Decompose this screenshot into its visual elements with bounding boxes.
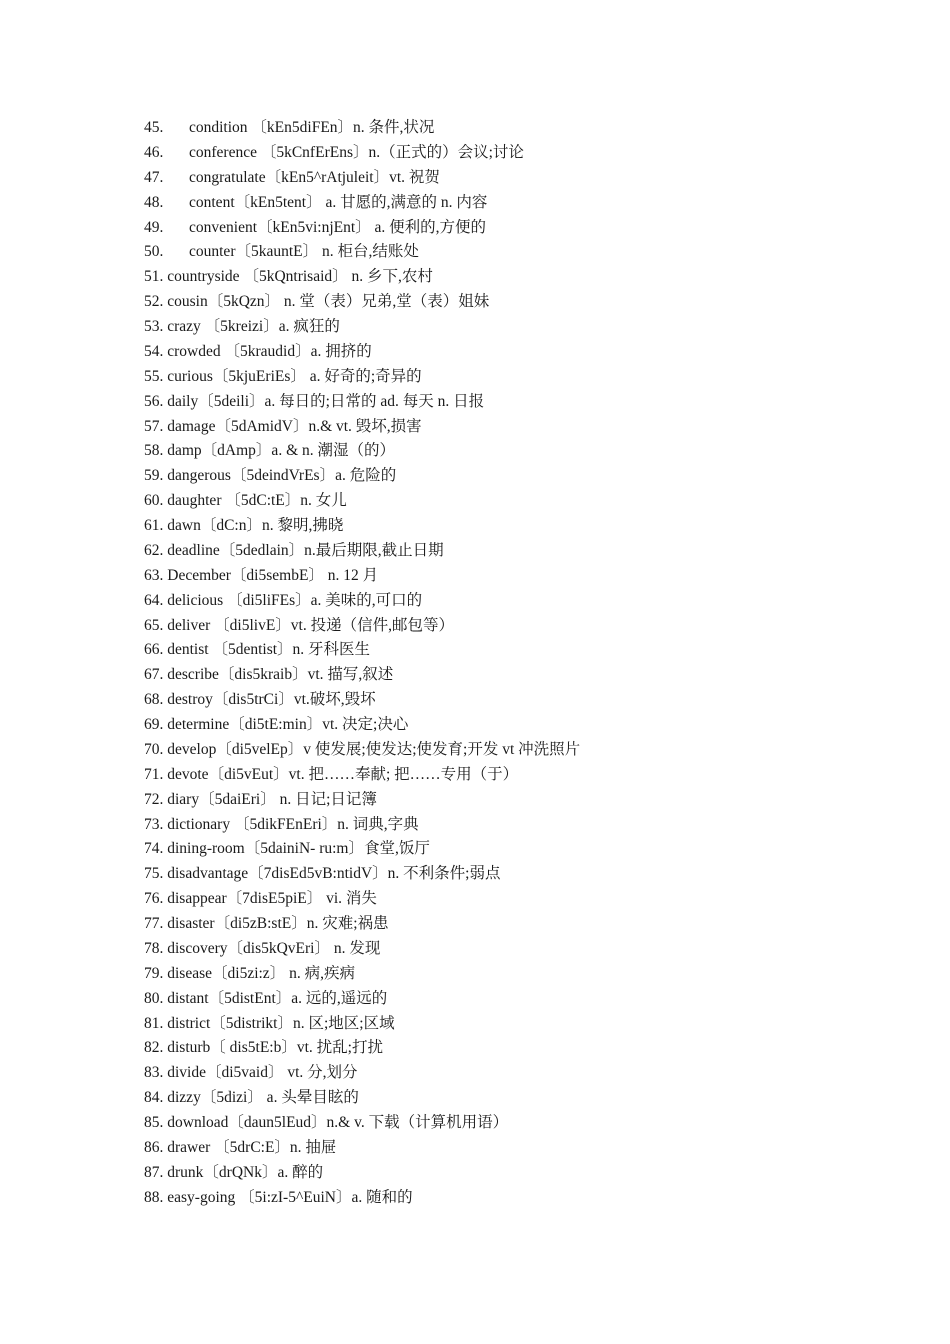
list-item <box>144 937 904 962</box>
entry-text: deadline〔5dedlain〕n.最后期限,截止日期 <box>167 541 444 559</box>
list-item <box>144 464 904 489</box>
list-item <box>144 1061 904 1086</box>
entry-number: 54. <box>144 342 164 360</box>
list-item <box>144 439 904 464</box>
list-item <box>144 1036 904 1061</box>
entry-text: disadvantage〔7disEd5vB:ntidV〕n. 不利条件;弱点 <box>167 865 501 883</box>
list-item <box>144 390 904 415</box>
entry-text: dizzy〔5dizi〕 a. 头晕目眩的 <box>167 1089 359 1107</box>
entry-number: 69. <box>144 716 164 733</box>
entry-text: determine〔di5tE:min〕vt. 决定;决心 <box>167 716 409 733</box>
entry-text: diary〔5daiEri〕 n. 日记;日记簿 <box>167 790 377 808</box>
list-item <box>144 290 904 315</box>
list-item <box>144 365 904 390</box>
entry-number: 49. <box>144 218 164 236</box>
entry-text: crazy 〔5kreizi〕a. 疯狂的 <box>167 318 340 335</box>
entry-text: district〔5distrikt〕n. 区;地区;区域 <box>167 1014 395 1032</box>
entry-text: convenient〔kEn5vi:njEnt〕 a. 便利的,方便的 <box>189 218 487 236</box>
entry-text: damage〔5dAmidV〕n.& vt. 毁坏,损害 <box>167 417 422 435</box>
list-item <box>144 1136 904 1161</box>
list-item <box>144 240 904 265</box>
entry-number: 52. <box>144 293 164 311</box>
entry-text: download〔daun5lEud〕n.& v. 下载（计算机用语） <box>167 1114 509 1131</box>
entry-text: delicious 〔di5liFEs〕a. 美味的,可口的 <box>167 591 423 609</box>
entry-text: cousin〔5kQzn〕 n. 堂（表）兄弟,堂（表）姐妹 <box>167 293 490 311</box>
list-item <box>144 862 904 887</box>
entry-text: deliver 〔di5livE〕vt. 投递（信件,邮包等） <box>167 616 454 634</box>
list-item <box>144 340 904 365</box>
list-item <box>144 987 904 1012</box>
entry-number: 82. <box>144 1039 164 1057</box>
entry-text: devote〔di5vEut〕vt. 把……奉献; 把……专用（于） <box>167 765 519 783</box>
entry-number: 74. <box>144 840 164 858</box>
entry-number: 85. <box>144 1114 164 1131</box>
entry-number: 46. <box>144 143 164 161</box>
entry-text: disturb〔 dis5tE:b〕vt. 扰乱;打扰 <box>167 1039 383 1057</box>
entry-number: 83. <box>144 1064 164 1082</box>
entry-text: daughter 〔5dC:tE〕n. 女儿 <box>167 492 347 510</box>
entry-text: conference 〔5kCnfErEns〕n.（正式的）会议;讨论 <box>189 143 524 161</box>
entry-text: dentist 〔5dentist〕n. 牙科医生 <box>167 641 371 659</box>
entry-number: 63. <box>144 566 164 584</box>
entry-number: 66. <box>144 641 164 659</box>
list-item <box>144 813 904 838</box>
entry-text: drawer 〔5drC:E〕n. 抽屉 <box>167 1138 337 1156</box>
list-item <box>144 564 904 589</box>
entry-number: 81. <box>144 1014 164 1032</box>
list-item <box>144 738 904 763</box>
entry-text: daily〔5deili〕a. 每日的;日常的 ad. 每天 n. 日报 <box>167 392 485 410</box>
list-item <box>144 315 904 340</box>
entry-text: divide〔di5vaid〕 vt. 分,划分 <box>167 1064 358 1082</box>
entry-number: 45. <box>144 119 164 136</box>
list-item <box>144 614 904 639</box>
entry-text: discovery〔dis5kQvEri〕 n. 发现 <box>167 939 381 957</box>
list-item <box>144 166 904 191</box>
entry-text: disease〔di5zi:z〕 n. 病,疾病 <box>167 964 355 982</box>
entry-text: condition 〔kEn5diFEn〕n. 条件,状况 <box>189 119 435 136</box>
entry-number: 56. <box>144 392 164 410</box>
entry-number: 84. <box>144 1089 164 1107</box>
entry-text: congratulate〔kEn5^rAtjuleit〕vt. 祝贺 <box>189 168 440 186</box>
list-item <box>144 763 904 788</box>
entry-text: destroy〔dis5trCi〕vt.破坏,毁坏 <box>167 691 376 709</box>
entry-number: 60. <box>144 492 164 510</box>
list-item <box>144 638 904 663</box>
entry-number: 58. <box>144 442 164 460</box>
entry-number: 65. <box>144 616 164 634</box>
entry-number: 53. <box>144 318 164 335</box>
list-item <box>144 141 904 166</box>
list-item <box>144 415 904 440</box>
entry-text: countryside 〔5kQntrisaid〕 n. 乡下,农村 <box>167 268 433 286</box>
entry-number: 67. <box>144 666 164 684</box>
entry-text: dictionary 〔5dikFEnEri〕n. 词典,字典 <box>167 815 419 833</box>
entry-number: 77. <box>144 915 164 932</box>
entry-number: 68. <box>144 691 164 709</box>
entry-text: damp〔dAmp〕a. & n. 潮湿（的） <box>167 442 395 460</box>
list-item <box>144 589 904 614</box>
entry-text: dangerous〔5deindVrEs〕a. 危险的 <box>167 467 397 485</box>
list-item <box>144 539 904 564</box>
entry-number: 86. <box>144 1138 164 1156</box>
entry-text: disaster〔di5zB:stE〕n. 灾难;祸患 <box>167 915 389 932</box>
list-item <box>144 191 904 216</box>
list-item <box>144 837 904 862</box>
entry-number: 79. <box>144 964 164 982</box>
entry-number: 71. <box>144 765 164 783</box>
list-item <box>144 216 904 241</box>
list-item <box>144 663 904 688</box>
entry-number: 51. <box>144 268 164 286</box>
entry-text: easy-going 〔5i:zI-5^EuiN〕a. 随和的 <box>167 1188 413 1206</box>
entry-text: dawn〔dC:n〕n. 黎明,拂晓 <box>167 517 344 534</box>
list-item <box>144 962 904 987</box>
entry-number: 61. <box>144 517 164 534</box>
list-item <box>144 1186 904 1211</box>
entry-number: 57. <box>144 417 164 435</box>
list-item <box>144 489 904 514</box>
entry-number: 59. <box>144 467 164 485</box>
entry-text: drunk〔drQNk〕a. 醉的 <box>167 1163 324 1181</box>
list-item <box>144 1161 904 1186</box>
entry-number: 48. <box>144 193 164 211</box>
entry-number: 73. <box>144 815 164 833</box>
list-item <box>144 912 904 937</box>
entry-number: 62. <box>144 541 164 559</box>
list-item <box>144 1086 904 1111</box>
vocabulary-list <box>144 116 904 1211</box>
entry-number: 87. <box>144 1163 164 1181</box>
entry-number: 47. <box>144 168 164 186</box>
list-item <box>144 1012 904 1037</box>
entry-number: 88. <box>144 1188 164 1206</box>
list-item <box>144 688 904 713</box>
entry-text: describe〔dis5kraib〕vt. 描写,叙述 <box>167 666 394 684</box>
entry-number: 76. <box>144 890 164 908</box>
entry-number: 55. <box>144 367 164 385</box>
list-item <box>144 1111 904 1136</box>
entry-text: develop〔di5velEp〕v 使发展;使发达;使发育;开发 vt 冲洗照片 <box>167 740 581 758</box>
entry-text: content〔kEn5tent〕 a. 甘愿的,满意的 n. 内容 <box>189 193 488 211</box>
entry-number: 50. <box>144 243 164 261</box>
list-item <box>144 887 904 912</box>
entry-number: 78. <box>144 939 164 957</box>
entry-text: disappear〔7disE5piE〕 vi. 消失 <box>167 890 377 908</box>
list-item <box>144 514 904 539</box>
entry-number: 72. <box>144 790 164 808</box>
entry-number: 64. <box>144 591 164 609</box>
list-item <box>144 265 904 290</box>
entry-text: dining-room〔5dainiN- ru:m〕食堂,饭厅 <box>167 840 430 858</box>
entry-text: crowded 〔5kraudid〕a. 拥挤的 <box>167 342 372 360</box>
entry-text: distant〔5distEnt〕a. 远的,遥远的 <box>167 989 388 1007</box>
entry-text: December〔di5sembE〕 n. 12 月 <box>167 566 379 584</box>
list-item <box>144 116 904 141</box>
entry-number: 70. <box>144 740 164 758</box>
entry-number: 80. <box>144 989 164 1007</box>
list-item <box>144 713 904 738</box>
list-item <box>144 788 904 813</box>
entry-number: 75. <box>144 865 164 883</box>
entry-text: curious〔5kjuEriEs〕 a. 好奇的;奇异的 <box>167 367 422 385</box>
entry-text: counter〔5kauntE〕 n. 柜台,结账处 <box>189 243 419 261</box>
